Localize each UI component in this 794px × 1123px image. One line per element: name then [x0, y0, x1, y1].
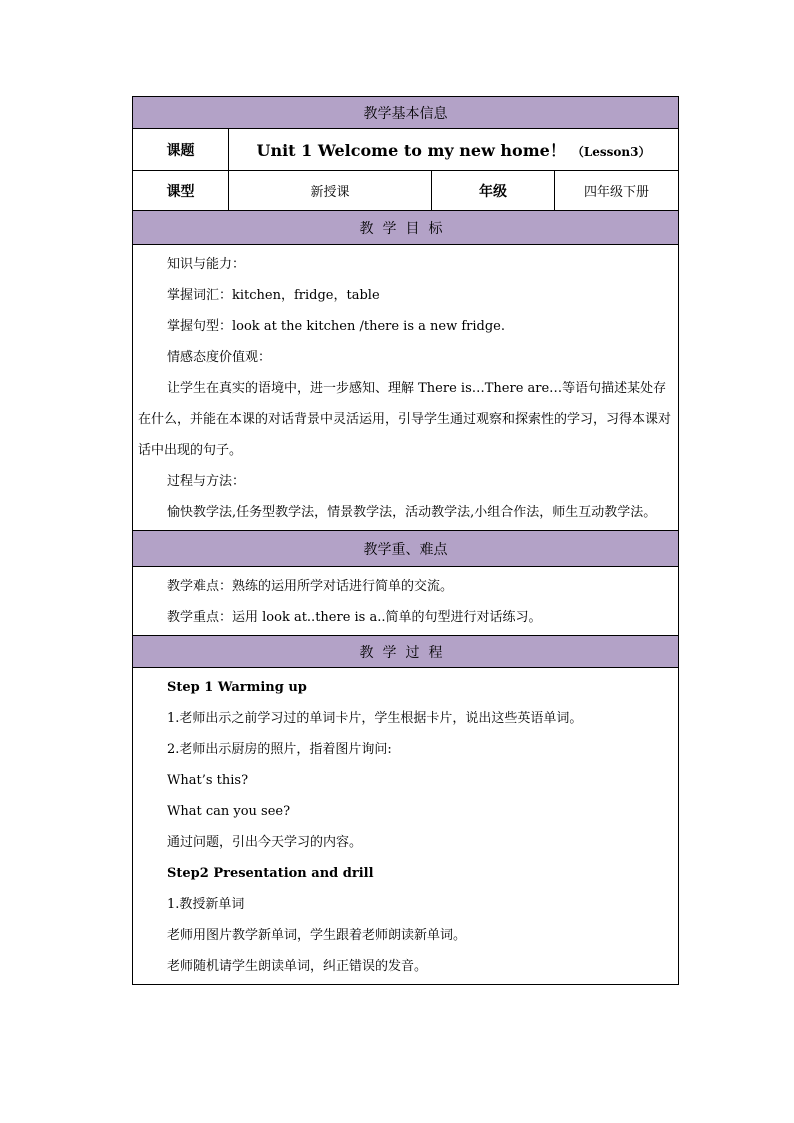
key-line: 教学难点：熟练的运用所学对话进行简单的交流。 [167, 579, 454, 594]
grade-label: 年级 [432, 171, 555, 211]
lesson-plan-page [132, 96, 678, 985]
type-value: 新授课 [229, 171, 432, 211]
lesson-plan-table [132, 96, 679, 985]
step1-line: What’s this? [167, 773, 249, 788]
step2-line: 老师用图片教学新单词，学生跟着老师朗读新单词。 [167, 928, 467, 943]
type-label: 课型 [133, 171, 229, 211]
goals-line: 掌握词汇：kitchen，fridge，table [167, 288, 380, 303]
goals-body [133, 245, 679, 531]
step1-line: 2.老师出示厨房的照片，指着图片询问: [167, 742, 392, 757]
goals-line: 知识与能力： [167, 257, 246, 272]
key-points-body [133, 567, 679, 636]
key-line: 教学重点：运用 look at..there is a..简单的句型进行对话练习。 [167, 610, 542, 625]
topic-label: 课题 [133, 129, 229, 171]
topic-title-cell [229, 129, 679, 171]
step2-title: Step2 Presentation and drill [167, 866, 374, 881]
step2-line: 1.教授新单词 [167, 897, 245, 912]
basic-info-header: 教学基本信息 [133, 97, 679, 129]
step1-line: 通过问题，引出今天学习的内容。 [167, 835, 363, 850]
goals-header: 教学目标 [133, 211, 679, 245]
topic-title: Unit 1 Welcome to my new home！ [256, 141, 566, 160]
goals-line: 情感态度价值观： [167, 350, 272, 365]
topic-lesson: （Lesson3） [571, 145, 651, 159]
grade-value: 四年级下册 [555, 171, 679, 211]
step1-line: 1.老师出示之前学习过的单词卡片，学生根据卡片，说出这些英语单词。 [167, 711, 583, 726]
key-points-header: 教学重、难点 [133, 531, 679, 567]
process-body [133, 668, 679, 985]
step1-line: What can you see? [167, 804, 291, 819]
step2-line: 老师随机请学生朗读单词，纠正错误的发音。 [167, 959, 428, 974]
goals-line: 掌握句型：look at the kitchen /there is a new fridge. [167, 319, 505, 334]
goals-line: 过程与方法： [167, 474, 246, 489]
goals-paragraph: 让学生在真实的语境中，进一步感知、理解 There is…There are…等语句描述某处存在什么，并能在本课的对话背景中灵活运用，引导学生通过观察和探索性的学习，习得本课对话中出现的句子。 [138, 381, 672, 458]
step1-title: Step 1 Warming up [167, 680, 307, 695]
process-header: 教学过程 [133, 636, 679, 668]
goals-paragraph: 愉快教学法,任务型教学法，情景教学法，活动教学法,小组合作法，师生互动教学法。 [167, 505, 657, 520]
